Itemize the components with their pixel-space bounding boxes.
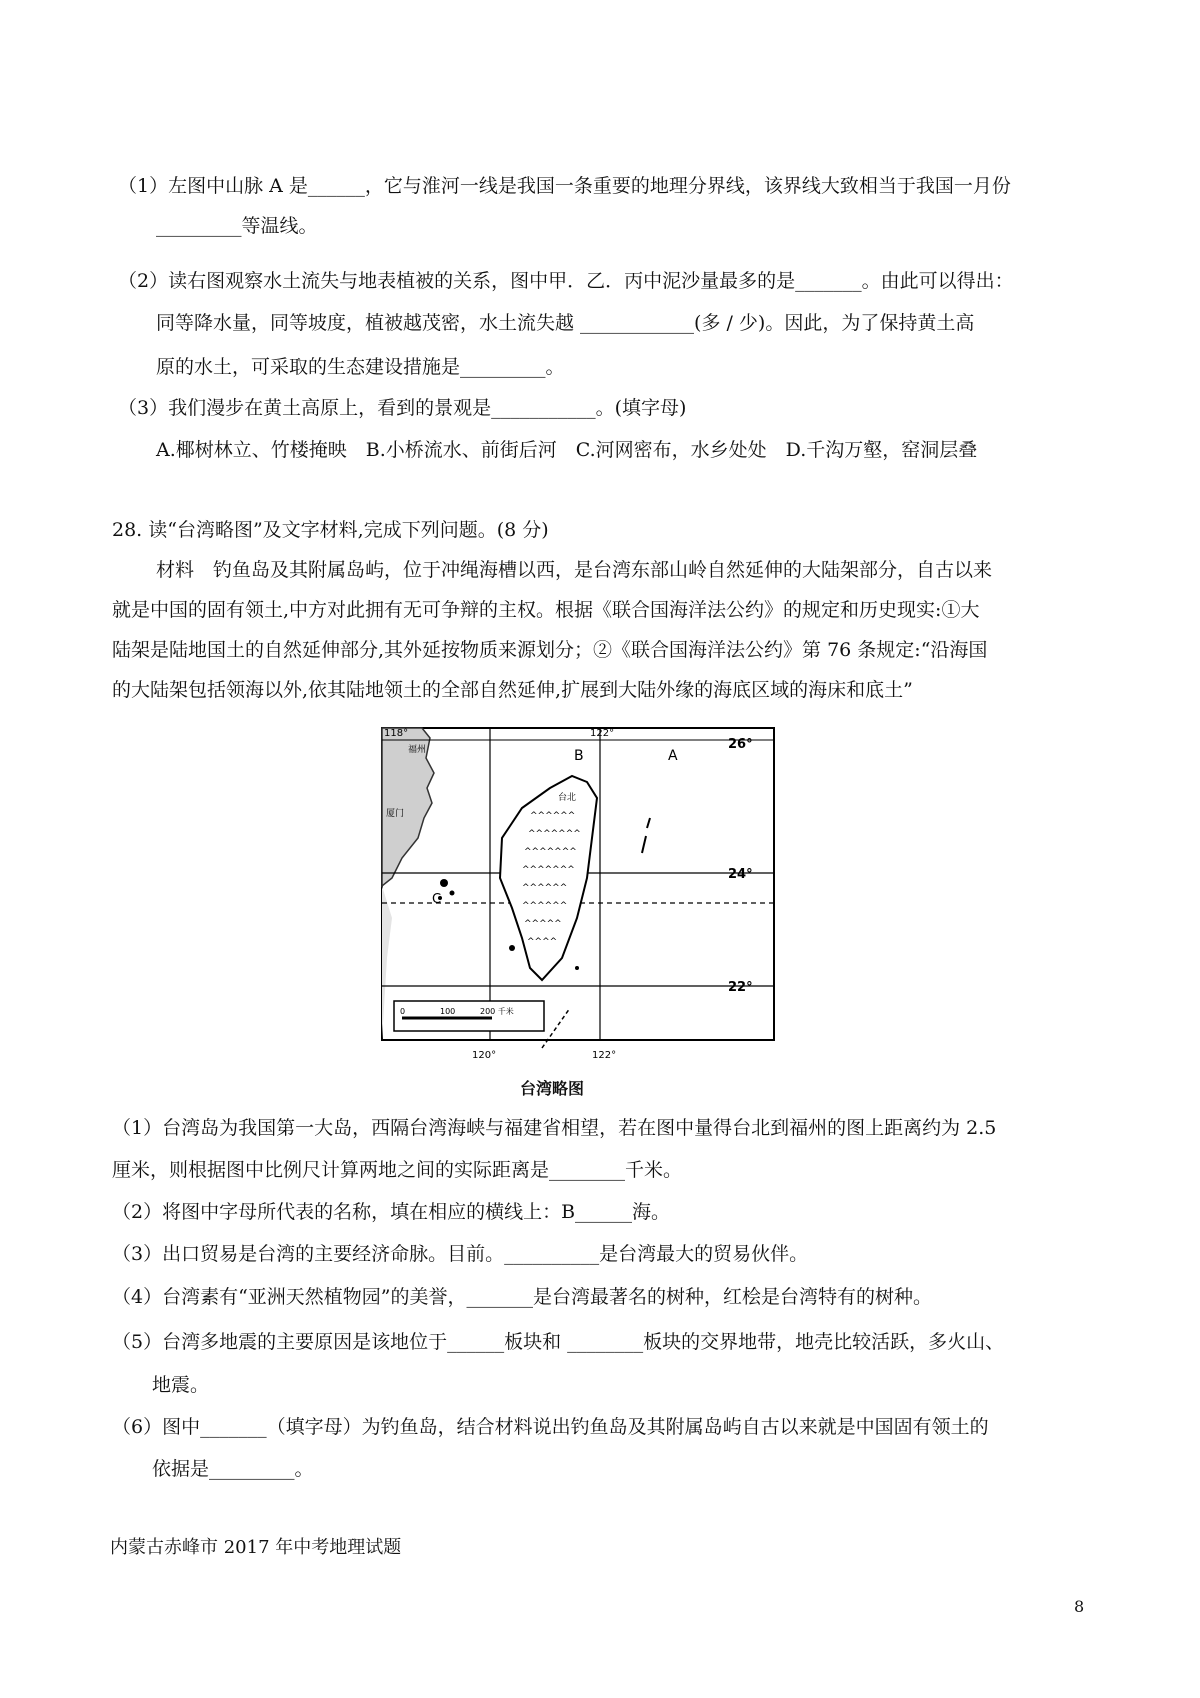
city-taibei: 台北	[558, 793, 577, 803]
scale-100: 100	[440, 1007, 456, 1016]
q28-heading: 28. 读“台湾略图”及文字材料,完成下列问题。(8 分)	[112, 519, 549, 541]
map-label-B: B	[574, 748, 584, 764]
q28-sub6-line1: （6）图中_______（填字母）为钓鱼岛，结合材料说出钓鱼岛及其附属岛屿自古以来就是中国固有领土的	[112, 1416, 989, 1438]
q28-material-line3: 陆架是陆地国土的自然延伸部分,其外延按物质来源划分；②《联合国海洋法公约》第 76 条规定:“沿海国	[112, 639, 988, 661]
q28-sub6-line2: 依据是_________。	[152, 1458, 314, 1480]
lon-label-120: 120°	[472, 1050, 497, 1061]
q28-material-line2: 就是中国的固有领土,中方对此拥有无可争辩的主权。根据《联合国海洋法公约》的规定和历史现实:①大	[112, 599, 980, 621]
svg-text:^^^^^^^: ^^^^^^^	[522, 865, 575, 875]
q28-material-line1: 材料 钓鱼岛及其附属岛屿，位于冲绳海槽以西，是台湾东部山岭自然延伸的大陆架部分，自古以来	[156, 559, 993, 581]
scale-200: 200 千米	[480, 1007, 514, 1016]
city-xiamen: 厦门	[386, 809, 405, 819]
map-label-A: A	[668, 748, 678, 764]
q27-sub2-line2: 同等降水量，同等坡度，植被越茂密，水土流失越 ____________(多 / 少)。因此，为了保持黄土高	[156, 312, 975, 334]
q28-sub5-line2: 地震。	[152, 1374, 210, 1396]
q28-sub1-line2: 厘米，则根据图中比例尺计算两地之间的实际距离是________千米。	[112, 1159, 683, 1181]
q28-sub3: （3）出口贸易是台湾的主要经济命脉。目前。__________是台湾最大的贸易伙伴。	[112, 1243, 809, 1265]
svg-text:^^^^^^^: ^^^^^^^	[528, 829, 581, 839]
map-label-C: C	[432, 892, 442, 907]
q28-sub1-line1: （1）台湾岛为我国第一大岛，西隔台湾海峡与福建省相望，若在图中量得台北到福州的图上距离约为 2.5	[112, 1117, 997, 1139]
footer-source: 内蒙古赤峰市 2017 年中考地理试题	[110, 1537, 402, 1558]
q27-sub1-line2: _________等温线。	[156, 215, 318, 237]
svg-text:^^^^^^: ^^^^^^	[522, 883, 568, 893]
q27-sub1-line1: （1）左图中山脉 A 是______，它与淮河一线是我国一条重要的地理分界线，该界线大致相当于我国一月份	[118, 175, 1011, 197]
q28-sub2: （2）将图中字母所代表的名称，填在相应的横线上：B______海。	[112, 1201, 671, 1223]
lon-label-122-top: 122°	[590, 728, 615, 739]
city-fuzhou: 福州	[408, 745, 427, 755]
lon-label-118: 118°	[384, 728, 409, 739]
svg-text:^^^^^: ^^^^^	[524, 919, 562, 929]
page-number: 8	[1074, 1597, 1085, 1616]
taiwan-map	[372, 718, 784, 1068]
q27-sub2-line3: 原的水土，可采取的生态建设措施是_________。	[156, 356, 565, 378]
lat-label-22: 22°	[728, 980, 753, 995]
q28-sub5-line1: （5）台湾多地震的主要原因是该地位于______板块和 ________板块的交界地带，地壳比较活跃，多火山、	[112, 1331, 1005, 1353]
q27-sub3-line1: （3）我们漫步在黄土高原上，看到的景观是___________。(填字母)	[118, 397, 687, 419]
q27-sub2-line1: （2）读右图观察水土流失与地表植被的关系，图中甲．乙．丙中泥沙量最多的是_______。由此可以得出：	[118, 270, 1014, 292]
svg-text:^^^^: ^^^^	[527, 937, 558, 947]
map-title: 台湾略图	[520, 1079, 585, 1098]
q28-sub4: （4）台湾素有“亚洲天然植物园”的美誉，_______是台湾最著名的树种，红桧是台湾特有的树种。	[112, 1286, 933, 1308]
q27-sub3-options: A.椰树林立、竹楼掩映 B.小桥流水、前街后河 C.河网密布，水乡处处 D.千沟万壑，窑洞层叠	[156, 439, 978, 461]
lat-label-26: 26°	[728, 737, 753, 752]
q28-material-line4: 的大陆架包括领海以外,依其陆地领土的全部自然延伸,扩展到大陆外缘的海底区域的海床和底土”	[112, 679, 913, 701]
lon-label-122-bottom: 122°	[592, 1050, 617, 1061]
lat-label-24: 24°	[728, 867, 753, 882]
svg-text:^^^^^^: ^^^^^^	[530, 811, 576, 821]
scale-0: 0	[400, 1007, 406, 1016]
svg-text:^^^^^^^: ^^^^^^^	[524, 847, 577, 857]
svg-text:^^^^^^: ^^^^^^	[522, 901, 568, 911]
